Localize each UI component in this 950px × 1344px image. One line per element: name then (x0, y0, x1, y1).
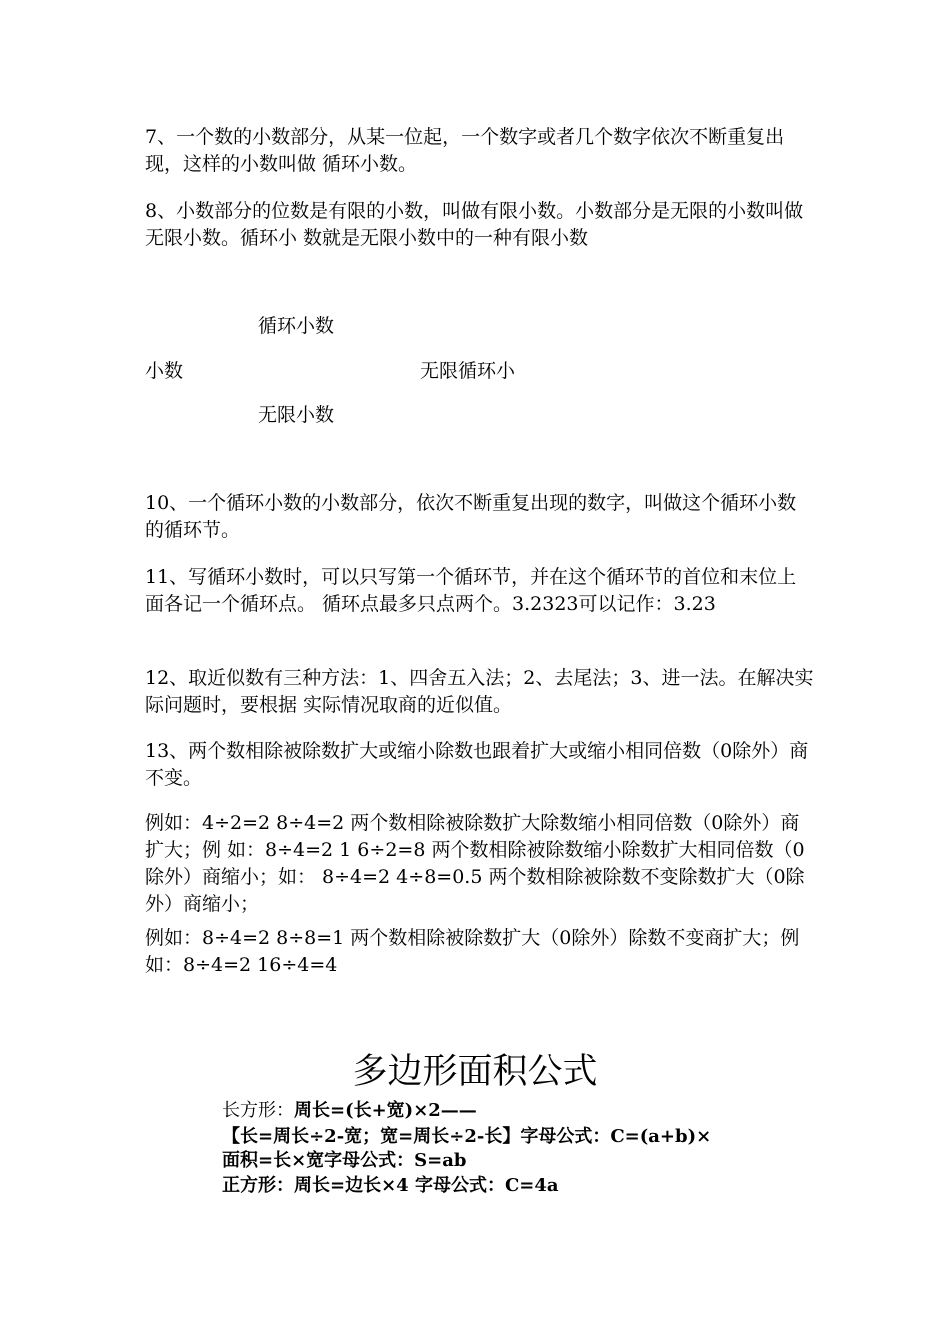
formula-rectangle-area: 面积=长×宽字母公式：S=ab (222, 1150, 467, 1171)
classification-decimal: 小数 (145, 360, 184, 382)
paragraph-12: 12、取近似数有三种方法：1、四舍五入法；2、去尾法；3、进一法。在解决实际问题时，要根据 实际情况取商的近似值。 (145, 667, 814, 716)
classification-infinite-decimal: 无限小数 (258, 404, 335, 426)
paragraph-11: 11、写循环小数时，可以只写第一个循环节，并在这个循环节的首位和末位上面各记一个循环点。 循环点最多只点两个。3.2323可以记作：3.23 (145, 566, 797, 615)
paragraph-10: 10、一个循环小数的小数部分，依次不断重复出现的数字，叫做这个循环小数的循环节。 (145, 492, 797, 541)
example-paragraph-2: 例如：8÷4=2 8÷8=1 两个数相除被除数扩大（0除外）除数不变商扩大；例如：8÷4=2 16÷4=4 (145, 927, 800, 976)
section-title: 多边形面积公式 (352, 1052, 598, 1092)
formula-rectangle-perimeter (222, 1098, 477, 1124)
rectangle-perimeter-formula: 周长=(长+宽)×2—— (294, 1100, 477, 1121)
formula-square-perimeter: 正方形：周长=边长×4 字母公式：C=4a (222, 1175, 559, 1196)
rectangle-label: 长方形： (222, 1100, 294, 1121)
example-paragraph: 例如：4÷2=2 8÷4=2 两个数相除被除数扩大除数缩小相同倍数（0除外）商扩大；例 如：8÷4=2 1 6÷2=8 两个数相除被除数缩小除数扩大相同倍数（0除外）商缩小；如： 8÷4=2 4÷8=0.5 两个数相除被除数不变除数扩大（0除外）商缩小； (145, 812, 805, 915)
formula-rectangle-variants: 【长=周长÷2-宽；宽=周长÷2-长】字母公式：C=(a+b)× (222, 1126, 712, 1147)
paragraph-7: 7、一个数的小数部分，从某一位起，一个数字或者几个数字依次不断重复出现，这样的小数叫做 循环小数。 (145, 126, 785, 175)
paragraph-13: 13、两个数相除被除数扩大或缩小除数也跟着扩大或缩小相同倍数（0除外）商不变。 (145, 740, 809, 789)
classification-infinite-repeating: 无限循环小 (420, 360, 516, 382)
paragraph-8: 8、小数部分的位数是有限的小数，叫做有限小数。小数部分是无限的小数叫做无限小数。循环小 数就是无限小数中的一种有限小数 (145, 200, 804, 249)
classification-repeating-decimal: 循环小数 (258, 315, 335, 337)
